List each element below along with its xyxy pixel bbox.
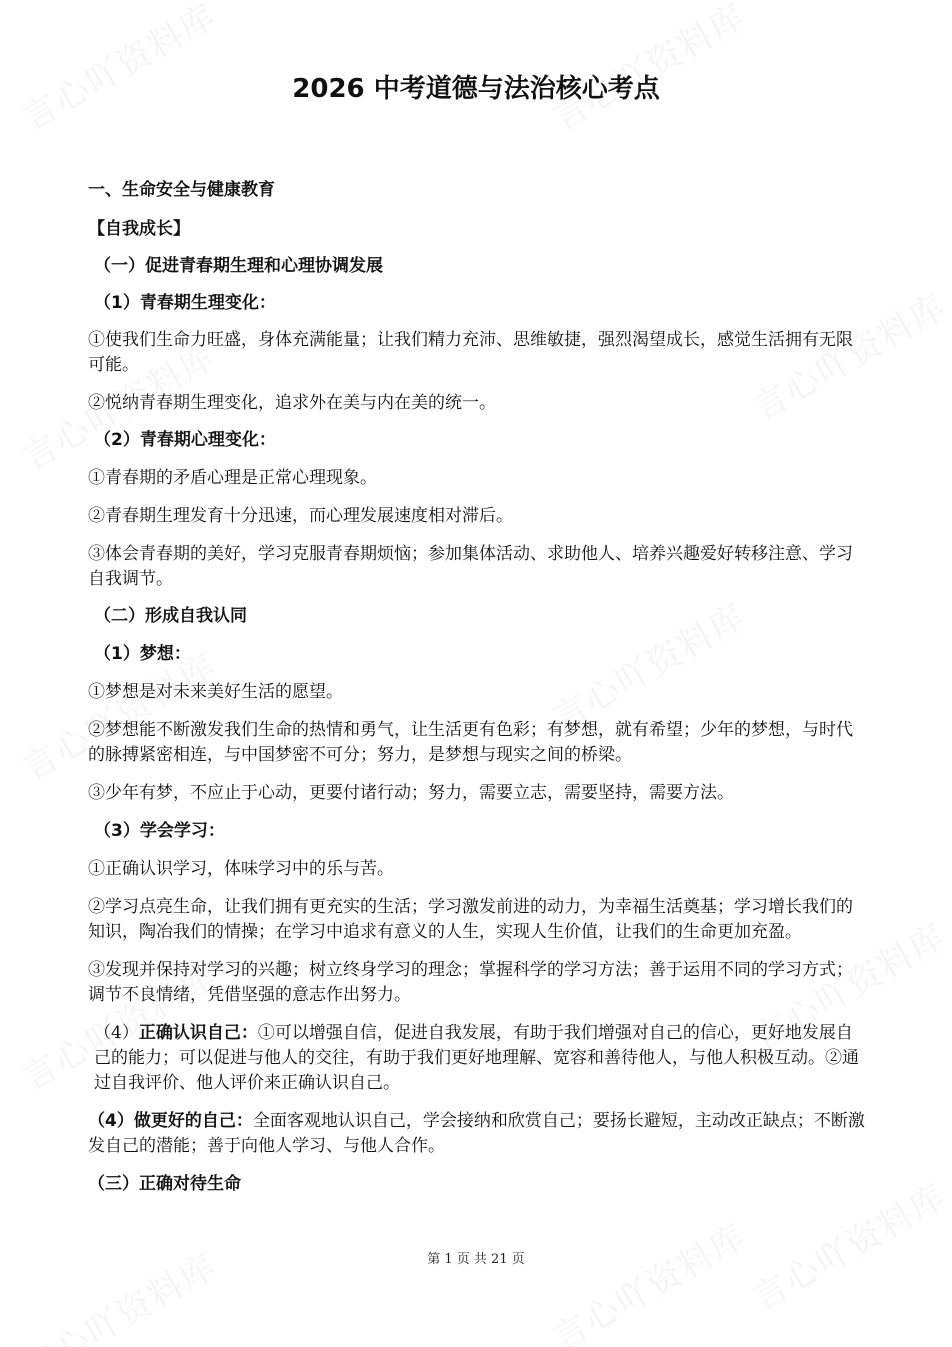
paragraph-text: ①可以增强自信，促进自我发展，有助于我们增强对自己的信心，更好地发展自己的能力；可以促进与他人的交往，有助于我们更好地理解、宽容和善待他人，与他人积极互动。②通过自我评价、他人评价来正确认识自己。: [94, 1023, 859, 1093]
paragraph: ③体会青春期的美好，学习克服青春期烦恼；参加集体活动、求助他人、培养兴趣爱好转移注意、学习自我调节。: [88, 544, 853, 589]
part-heading: （二）形成自我认同: [94, 606, 247, 626]
paragraph: ①正确认识学习，体味学习中的乐与苦。: [88, 859, 394, 879]
page-footer: 第 1 页 共 21 页: [427, 1252, 525, 1267]
paragraph: ①使我们生命力旺盛，身体充满能量；让我们精力充沛、思维敏捷，强烈渴望成长，感觉生活拥有无限可能。: [88, 330, 853, 375]
subheading: （1）青春期生理变化：: [94, 293, 276, 313]
item-number: （4）: [94, 1023, 139, 1043]
paragraph: ②梦想能不断激发我们生命的热情和勇气，让生活更有色彩；有梦想，就有希望；少年的梦想，与时代的脉搏紧密相连，与中国梦密不可分；努力，是梦想与现实之间的桥梁。: [88, 720, 853, 765]
document-body: [88, 178, 868, 1197]
paragraph: ②青春期生理发育十分迅速，而心理发展速度相对滞后。: [88, 506, 513, 526]
section-heading: 一、生命安全与健康教育: [88, 180, 275, 200]
paragraph: ③发现并保持对学习的兴趣；树立终身学习的理念；掌握科学的学习方法；善于运用不同的学习方式；调节不良情绪，凭借坚强的意志作出努力。: [88, 960, 853, 1005]
watermark: [542, 1209, 754, 1347]
part-heading: （三）正确对待生命: [88, 1174, 241, 1194]
subheading: （1）梦想：: [94, 644, 191, 664]
subheading: （2）青春期心理变化：: [94, 430, 276, 450]
paragraph: ①梦想是对未来美好生活的愿望。: [88, 682, 343, 702]
paragraph: ①青春期的矛盾心理是正常心理现象。: [88, 468, 377, 488]
paragraph-with-label: [88, 1021, 868, 1096]
part-heading: （一）促进青春期生理和心理协调发展: [94, 256, 383, 276]
paragraph: ②悦纳青春期生理变化，追求外在美与内在美的统一。: [88, 393, 496, 413]
page-title: 2026 中考道德与法治核心考点: [292, 74, 660, 104]
paragraph: ②学习点亮生命，让我们拥有更充实的生活；学习激发前进的动力，为幸福生活奠基；学习增长我们的知识，陶冶我们的情操；在学习中追求有意义的人生，实现人生价值，让我们的生命更加充盈。: [88, 897, 853, 942]
paragraph: ③少年有梦，不应止于心动，更要付诸行动；努力，需要立志，需要坚持，需要方法。: [88, 783, 734, 803]
paragraph-text: 全面客观地认识自己，学会接纳和欣赏自己；要扬长避短，主动改正缺点；不断激发自己的潜能；善于向他人学习、与他人合作。: [88, 1111, 865, 1156]
inline-label: 正确认识自己：: [138, 1023, 258, 1043]
inline-label: （4）做更好的自己：: [88, 1111, 253, 1131]
subheading: （3）学会学习：: [94, 821, 225, 841]
unit-heading: 【自我成长】: [88, 219, 190, 239]
paragraph-with-label: [88, 1109, 868, 1159]
